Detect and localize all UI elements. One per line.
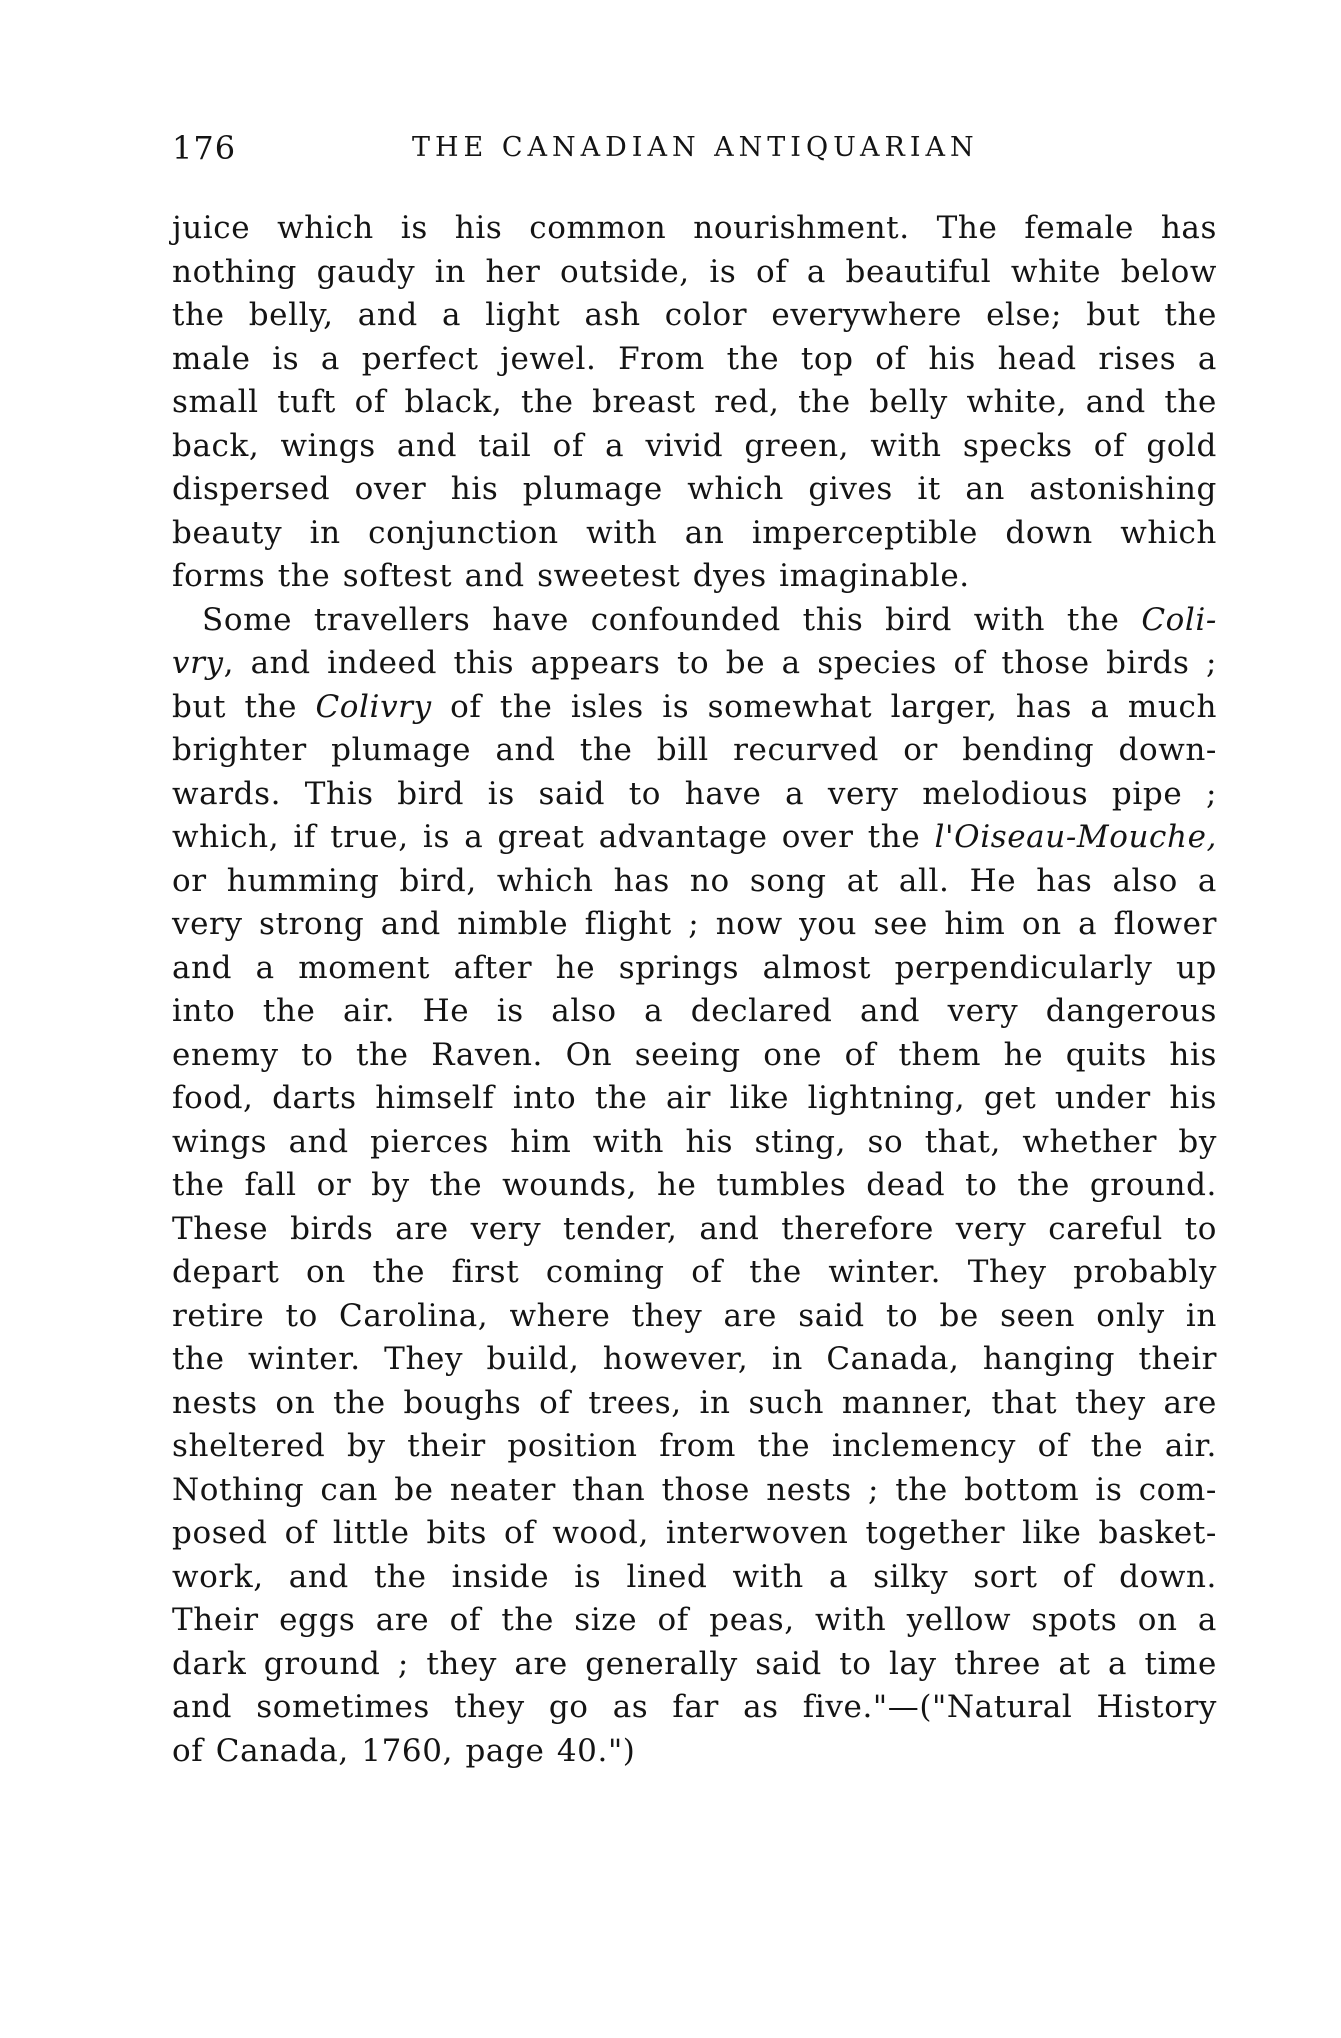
italic-run: Coli-	[1141, 601, 1217, 638]
text-line: Nothing can be neater than those nests ; the bottom is com-	[172, 1471, 1217, 1508]
text-run: of the isles is somewhat larger, has a much	[431, 688, 1218, 725]
text-line: brighter plumage and the bill recurved or bending down-	[172, 732, 1217, 768]
text-line: juice which is his common nourishment. The female has	[172, 210, 1217, 246]
text-line: or humming bird, which has no song at all. He has also a	[172, 862, 1217, 899]
text-line: enemy to the Raven. On seeing one of them he quits his	[172, 1036, 1217, 1073]
text-line: wings and pierces him with his sting, so that, whether by	[172, 1123, 1217, 1160]
text-run: which, if true, is a great advantage over the	[172, 819, 935, 855]
text-line: the fall or by the wounds, he tumbles dead to the ground.	[172, 1167, 1217, 1203]
text-line: of Canada, 1760, page 40.")	[172, 1732, 636, 1769]
text-run: , and indeed this appears to be a species of those birds ;	[223, 645, 1217, 681]
text-line: beauty in conjunction with an imperceptible down which	[172, 514, 1217, 551]
italic-run: l'Oiseau-Mouche,	[934, 819, 1217, 855]
page-header	[172, 126, 1212, 170]
text-line: the belly, and a light ash color everywhere else; but the	[172, 297, 1217, 333]
text-line: into the air. He is also a declared and very dangerous	[172, 993, 1217, 1029]
text-line: posed of little bits of wood, interwoven together like basket-	[172, 1515, 1217, 1551]
text-line: Their eggs are of the size of peas, with yellow spots on a	[172, 1602, 1217, 1638]
text-line: small tuft of black, the breast red, the belly white, and the	[172, 384, 1217, 420]
page-number: 176	[172, 129, 237, 167]
body-text	[172, 207, 1217, 1773]
text-run: but the	[172, 688, 316, 725]
italic-run: Colivry	[315, 688, 432, 725]
text-line	[172, 816, 1217, 860]
text-line: dark ground ; they are generally said to lay three at a time	[172, 1645, 1217, 1682]
text-line: These birds are very tender, and therefore very careful to	[172, 1210, 1217, 1247]
italic-run: vry	[172, 645, 224, 681]
text-line: nothing gaudy in her outside, is of a beautiful white below	[172, 253, 1217, 290]
text-line: food, darts himself into the air like lightning, get under his	[172, 1080, 1217, 1116]
text-line: wards. This bird is said to have a very melodious pipe ;	[172, 775, 1217, 812]
text-line: male is a perfect jewel. From the top of his head rises a	[172, 340, 1217, 377]
text-line: and a moment after he springs almost perpendicularly up	[172, 949, 1217, 986]
text-line	[172, 599, 1217, 643]
running-title: THE CANADIAN ANTIQUARIAN	[412, 132, 979, 163]
text-line	[172, 686, 1217, 730]
text-line: sheltered by their position from the inclemency of the air.	[172, 1428, 1217, 1464]
text-line	[172, 642, 1217, 686]
text-line: work, and the inside is lined with a silky sort of down.	[172, 1558, 1217, 1595]
text-line: nests on the boughs of trees, in such manner, that they are	[172, 1384, 1217, 1421]
text-line: back, wings and tail of a vivid green, with specks of gold	[172, 427, 1217, 464]
text-line: the winter. They build, however, in Canada, hanging their	[172, 1341, 1217, 1377]
text-line: forms the softest and sweetest dyes imaginable.	[172, 558, 970, 594]
text-line: dispersed over his plumage which gives it an astonishing	[172, 471, 1217, 507]
text-line: very strong and nimble flight ; now you see him on a flower	[172, 906, 1217, 942]
text-run: Some travellers have confounded this bird with the	[202, 601, 1142, 638]
text-line: and sometimes they go as far as five."—("Natural History	[172, 1689, 1217, 1725]
text-line: depart on the first coming of the winter. They probably	[172, 1254, 1217, 1290]
text-line: retire to Carolina, where they are said to be seen only in	[172, 1297, 1217, 1334]
